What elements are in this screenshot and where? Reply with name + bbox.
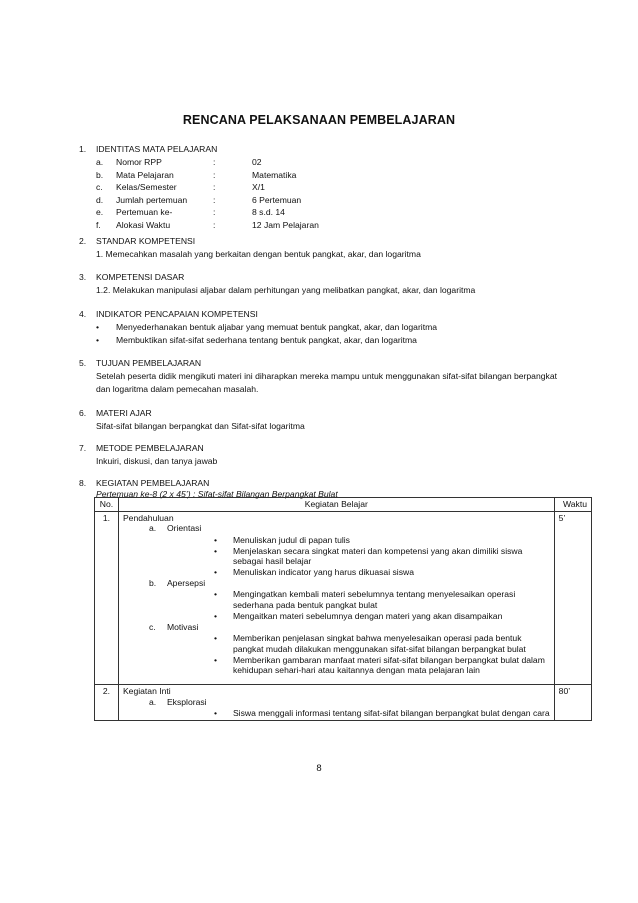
identitas-value: Matematika xyxy=(252,169,297,180)
identitas-value: 8 s.d. 14 xyxy=(252,207,285,217)
identitas-list xyxy=(96,157,496,232)
identitas-colon: : xyxy=(213,194,216,205)
sub-name: Apersepsi xyxy=(166,577,206,588)
header-waktu: Waktu xyxy=(554,498,591,512)
bullet-icon: • xyxy=(213,567,217,578)
identitas-label: Nomor RPP xyxy=(116,157,162,167)
bullet-text: kehidupan sehari-hari atau kaitannya dengan mata pelajaran lain xyxy=(232,665,480,676)
identitas-value: X/1 xyxy=(252,182,265,192)
identitas-row xyxy=(96,170,496,183)
sub-letter: b. xyxy=(148,577,157,588)
identitas-label: Pertemuan ke- xyxy=(116,207,173,217)
bullet-text: sebagai hasil belajar xyxy=(232,556,312,567)
page-number: 8 xyxy=(316,763,322,774)
row-number: 1. xyxy=(95,511,119,684)
identitas-colon: : xyxy=(213,157,216,167)
standar-item: 1. Memecahkan masalah yang berkaitan dengan bentuk pangkat, akar, dan logaritma xyxy=(96,249,421,259)
identitas-letter: b. xyxy=(96,169,104,180)
section-number: 8. xyxy=(79,478,87,488)
header-kegiatan: Kegiatan Belajar xyxy=(118,498,554,512)
section-heading-kompetensi: KOMPETENSI DASAR xyxy=(96,272,185,282)
section-number: 6. xyxy=(79,408,87,418)
metode-text: Inkuiri, diskusi, dan tanya jawab xyxy=(96,456,218,466)
sub-letter: a. xyxy=(148,696,157,707)
kegiatan-bullet xyxy=(123,589,550,610)
sub-name: Motivasi xyxy=(166,621,199,632)
identitas-label: Jumlah pertemuan xyxy=(116,194,188,205)
bullet-text: Siswa menggali informasi tentang sifat-sifat bilangan berpangkat bulat dengan cara xyxy=(232,708,550,719)
row-waktu: 80’ xyxy=(554,685,591,721)
bullet-text: Menjelaskan secara singkat materi dan kompetensi yang akan dimiliki siswa xyxy=(232,545,523,556)
sub-letter: c. xyxy=(148,621,156,632)
section-number: 2. xyxy=(79,236,87,246)
identitas-letter: f. xyxy=(96,219,101,230)
identitas-value: 6 Pertemuan xyxy=(252,194,302,205)
section-number: 4. xyxy=(79,309,87,319)
bullet-icon: • xyxy=(213,708,217,719)
identitas-row xyxy=(96,195,496,208)
kegiatan-bullet xyxy=(123,633,550,654)
kegiatan-bullet xyxy=(123,655,550,676)
bullet-text: Mengaitkan materi sebelumnya dengan materi yang akan disampaikan xyxy=(232,610,503,621)
bullet-icon: • xyxy=(96,322,100,332)
kegiatan-title: Kegiatan Inti xyxy=(122,686,171,697)
kegiatan-bullet xyxy=(123,708,550,719)
identitas-value: 02 xyxy=(252,157,262,167)
identitas-row xyxy=(96,220,496,233)
bullet-text: pangkat mudah dilakukan menggunakan sifat-sifat bilangan berpangkat bulat xyxy=(232,643,526,654)
section-heading-identitas: IDENTITAS MATA PELAJARAN xyxy=(96,144,218,154)
kegiatan-subtitle: Pertemuan ke-8 (2 x 45’) : Sifat-sifat Bilangan Berpangkat Bulat xyxy=(96,489,338,499)
sub-name: Eksplorasi xyxy=(166,696,207,707)
table-header-row xyxy=(95,498,592,512)
section-number: 7. xyxy=(79,443,87,453)
section-heading-standar: STANDAR KOMPETENSI xyxy=(96,236,196,246)
indikator-item: Membuktikan sifat-sifat sederhana tentang bentuk pangkat, akar, dan logaritma xyxy=(116,335,417,345)
kegiatan-bullet xyxy=(123,567,550,578)
kegiatan-bullet xyxy=(123,611,550,622)
row-waktu: 5’ xyxy=(554,511,591,684)
table-row xyxy=(95,511,592,684)
bullet-icon: • xyxy=(213,654,217,665)
identitas-colon: : xyxy=(213,207,216,217)
bullet-text: Memberikan penjelasan singkat bahwa menyelesaikan operasi pada bentuk xyxy=(232,633,522,644)
bullet-icon: • xyxy=(213,610,217,621)
identitas-label: Mata Pelajaran xyxy=(116,169,174,180)
identitas-row xyxy=(96,182,496,195)
kegiatan-sub xyxy=(123,697,550,709)
kegiatan-table xyxy=(94,497,592,721)
identitas-label: Kelas/Semester xyxy=(116,182,177,192)
kompetensi-item: 1.2. Melakukan manipulasi aljabar dalam perhitungan yang melibatkan pangkat, akar, dan logaritma xyxy=(96,285,476,295)
section-number: 5. xyxy=(79,358,87,368)
identitas-value: 12 Jam Pelajaran xyxy=(252,219,319,230)
kegiatan-bullet xyxy=(123,546,550,567)
bullet-text: Memberikan gambaran manfaat materi sifat-sifat bilangan berpangkat bulat dalam xyxy=(232,654,545,665)
bullet-text: Menuliskan judul di papan tulis xyxy=(232,534,350,545)
identitas-row xyxy=(96,207,496,220)
section-heading-indikator: INDIKATOR PENCAPAIAN KOMPETENSI xyxy=(96,309,258,319)
identitas-colon: : xyxy=(213,169,216,180)
kegiatan-sub xyxy=(123,523,550,535)
bullet-icon: • xyxy=(213,534,217,545)
kegiatan-title: Pendahuluan xyxy=(122,512,174,523)
bullet-icon: • xyxy=(213,633,217,644)
identitas-label: Alokasi Waktu xyxy=(116,219,171,230)
bullet-icon: • xyxy=(213,545,217,556)
header-no: No. xyxy=(95,498,119,512)
identitas-colon: : xyxy=(213,182,216,192)
bullet-icon: • xyxy=(213,589,217,600)
page-title: RENCANA PELAKSANAAN PEMBELAJARAN xyxy=(182,113,456,127)
sub-name: Orientasi xyxy=(166,523,202,534)
section-heading-tujuan: TUJUAN PEMBELAJARAN xyxy=(96,358,202,368)
indikator-item: Menyederhanakan bentuk aljabar yang memuat bentuk pangkat, akar, dan logaritma xyxy=(116,322,438,332)
section-heading-materi: MATERI AJAR xyxy=(96,408,152,418)
bullet-text: Menuliskan indicator yang harus dikuasai siswa xyxy=(232,567,414,578)
identitas-letter: d. xyxy=(96,194,104,205)
identitas-letter: a. xyxy=(96,157,104,167)
identitas-letter: c. xyxy=(96,182,103,192)
bullet-text: sederhana pada bentuk pangkat bulat xyxy=(232,600,378,611)
bullet-text: Mengingatkan kembali materi sebelumnya tentang menyelesaikan operasi xyxy=(232,589,516,600)
materi-text: Sifat-sifat bilangan berpangkat dan Sifat-sifat logaritma xyxy=(96,421,305,431)
row-kegiatan xyxy=(118,685,554,721)
kegiatan-bullet xyxy=(123,535,550,546)
section-heading-kegiatan: KEGIATAN PEMBELAJARAN xyxy=(96,478,210,488)
section-heading-metode: METODE PEMBELAJARAN xyxy=(96,443,204,453)
identitas-colon: : xyxy=(213,219,216,230)
row-kegiatan xyxy=(118,511,554,684)
section-number: 1. xyxy=(79,144,87,154)
tujuan-text: dan logaritma dalam pemecahan masalah. xyxy=(96,384,259,394)
tujuan-text: Setelah peserta didik mengikuti materi ini diharapkan mereka mampu untuk menggunakan sifat-sifat bilangan berpangkat xyxy=(96,371,557,381)
table-row xyxy=(95,685,592,721)
section-number: 3. xyxy=(79,272,87,282)
kegiatan-sub xyxy=(123,578,550,590)
bullet-icon: • xyxy=(96,335,100,345)
kegiatan-sub xyxy=(123,622,550,634)
identitas-letter: e. xyxy=(96,207,104,217)
sub-letter: a. xyxy=(148,523,157,534)
row-number: 2. xyxy=(95,685,119,721)
identitas-row xyxy=(96,157,496,170)
